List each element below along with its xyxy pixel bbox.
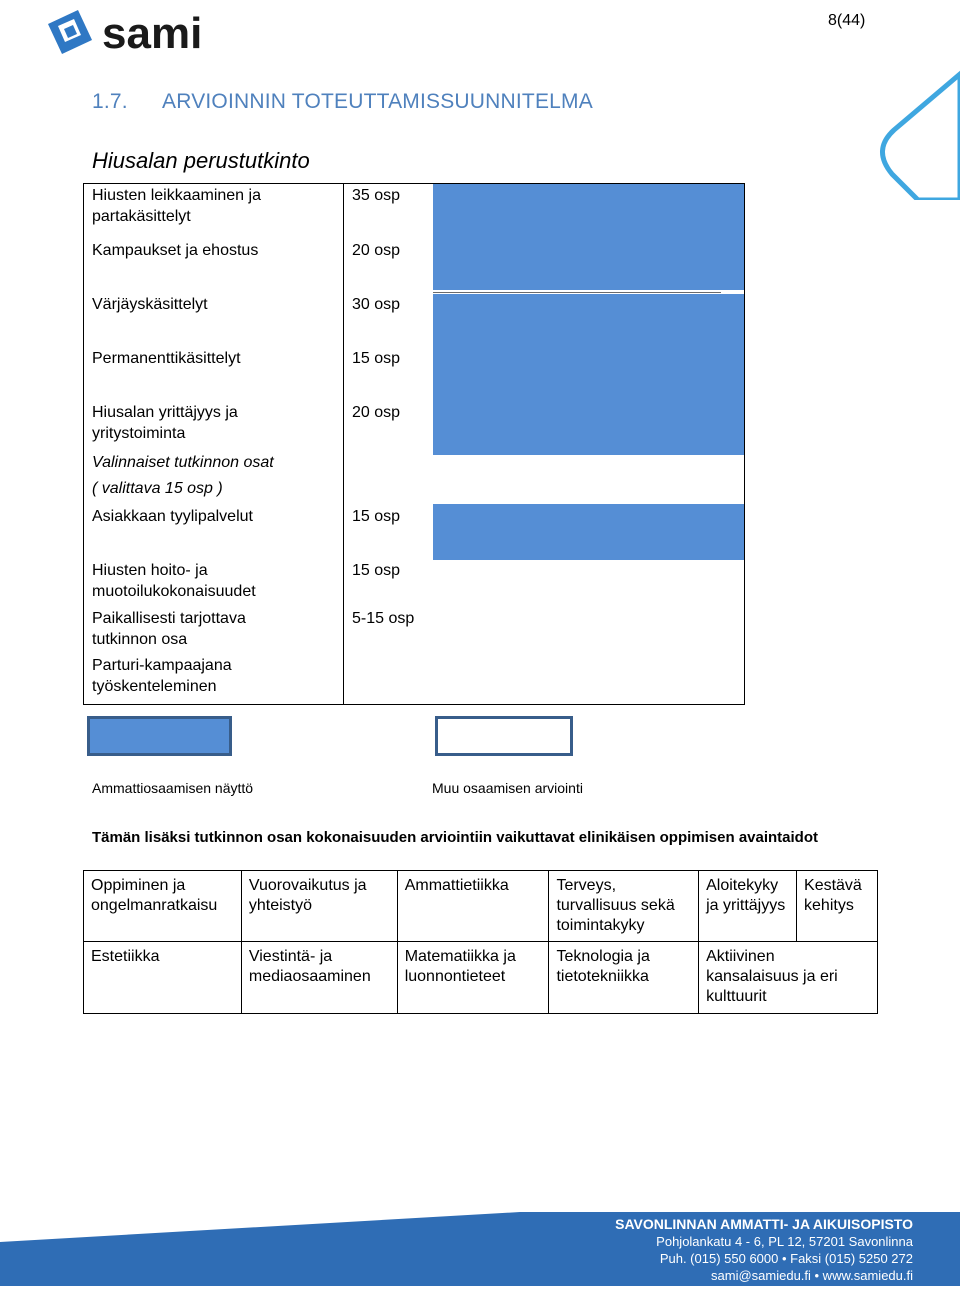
optional-heading: Valinnaiset tutkinnon osat — [92, 454, 274, 471]
module-credits: 15 osp — [352, 350, 401, 367]
table-cell: Teknologia ja tietotekniikka — [549, 942, 699, 1014]
table-cell: Aktiivinen kansalaisuus ja eri kulttuurit — [699, 942, 878, 1014]
key-skills-intro: Tämän lisäksi tutkinnon osan kokonaisuuden arviointiin vaikuttavat elinikäisen oppimisen avaintaidot — [92, 829, 819, 846]
optional-module-name: Asiakkaan tyylipalvelut — [92, 508, 253, 525]
demo-block — [433, 294, 744, 455]
legend-swatch-demo — [87, 716, 232, 756]
sami-logo — [44, 4, 254, 60]
optional-module-name: Hiusten hoito- ja muotoilukokonaisuudet — [92, 562, 256, 600]
section-heading — [92, 90, 593, 114]
table-cell: Viestintä- ja mediaosaaminen — [241, 942, 397, 1014]
table-cell: Estetiikka — [84, 942, 242, 1014]
footer-org-name: SAVONLINNAN AMMATTI- JA AIKUISOPISTO — [615, 1216, 913, 1232]
optional-module-name: Paikallisesti tarjottava tutkinnon osa — [92, 610, 246, 648]
module-name: Hiusalan yrittäjyys ja yritystoiminta — [92, 404, 238, 442]
optional-module-credits: 15 osp — [352, 562, 401, 579]
module-name: Permanenttikäsittelyt — [92, 350, 241, 367]
footer-phones: Puh. (015) 550 6000 • Faksi (015) 5250 272 — [659, 1251, 913, 1266]
module-name: Värjäyskäsittelyt — [92, 296, 208, 313]
module-credits: 20 osp — [352, 242, 401, 259]
footer-web: sami@samiedu.fi • www.samiedu.fi — [711, 1268, 913, 1283]
degree-title: Hiusalan perustutkinto — [92, 148, 310, 173]
module-credits: 35 osp — [352, 187, 401, 204]
footer-address: Pohjolankatu 4 - 6, PL 12, 57201 Savonlinna — [656, 1234, 913, 1249]
key-skills-table — [83, 870, 878, 1014]
legend-label-demo: Ammattiosaamisen näyttö — [92, 780, 254, 796]
table-cell: Matematiikka ja luonnontieteet — [397, 942, 549, 1014]
demo-block — [433, 504, 744, 560]
optional-note: ( valittava 15 osp ) — [92, 480, 223, 497]
grid-divider — [343, 183, 344, 705]
page-number: 8(44) — [828, 12, 866, 29]
table-cell: Aloitekyky ja yrittäjyys — [699, 871, 797, 942]
section-number: 1.7. — [92, 90, 128, 113]
demo-block — [433, 184, 744, 290]
optional-module-credits: 5-15 osp — [352, 610, 415, 627]
table-cell: Terveys, turvallisuus sekä toimintakyky — [549, 871, 699, 942]
divider-line — [433, 292, 721, 293]
table-cell: Kestävä kehitys — [797, 871, 878, 942]
table-cell: Vuorovaikutus ja yhteistyö — [241, 871, 397, 942]
table-cell: Oppiminen ja ongelmanratkaisu — [84, 871, 242, 942]
table-cell: Ammattietiikka — [397, 871, 549, 942]
footer-banner — [0, 1212, 960, 1286]
module-name: Kampaukset ja ehostus — [92, 242, 259, 259]
legend-swatch-other — [435, 716, 573, 756]
logo-wordmark: sami — [102, 9, 203, 58]
module-credits: 20 osp — [352, 404, 401, 421]
module-name: Hiusten leikkaaminen ja partakäsittelyt — [92, 187, 261, 225]
table-row — [84, 942, 878, 1014]
section-title: ARVIOINNIN TOTEUTTAMISSUUNNITELMA — [162, 90, 593, 113]
optional-module-name: Parturi-kampaajana työskenteleminen — [92, 657, 232, 695]
corner-decoration — [870, 70, 960, 200]
optional-module-credits: 15 osp — [352, 508, 401, 525]
table-row — [84, 871, 878, 942]
module-credits: 30 osp — [352, 296, 401, 313]
legend-label-other: Muu osaamisen arviointi — [432, 780, 583, 796]
